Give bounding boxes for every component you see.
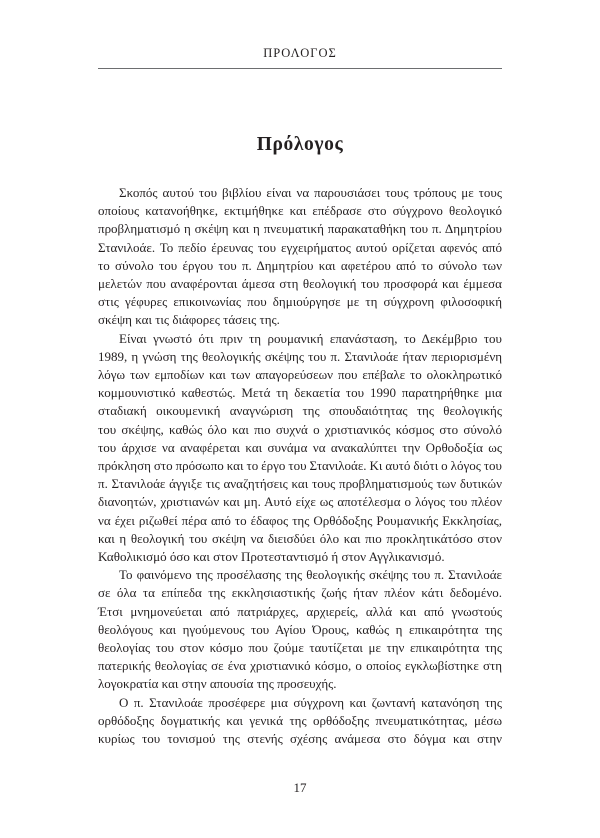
paragraph: [98, 566, 502, 693]
text-line: προβληματισμό η σκέψη και η πνευματική παρακαταθήκη του π. Δημητρίου: [98, 221, 502, 237]
text-line: και η θεολογική του σκέψη να διεισδύει όλο και πιο προκλητικάτόσο στον: [98, 530, 502, 546]
text-line: κομμουνιστικό καθεστώς. Μετά τη δεκαετία του 1990 παρατηρήθηκε μια: [98, 385, 502, 401]
text-line: θεολογίας του στον κόσμο που ζούμε ταυτίζεται με την επικαιρότητα της: [98, 640, 502, 656]
paragraph: [98, 330, 502, 567]
text-line: να έχει ριζωθεί πέρα από το έδαφος της Ορθόδοξης Ρουμανικής Εκκλησίας,: [98, 512, 502, 528]
paragraph: [98, 694, 502, 749]
text-line: σε όλα τα επίπεδα της εκκλησιαστικής ζωής ήταν πλέον κάτι δεδομένο.: [98, 585, 502, 601]
text-line: Ο π. Στανιλοάε προσέφερε μια σύγχρονη και ζωντανή κατανόηση της: [119, 694, 502, 710]
text-line: Είναι γνωστό ότι πριν τη ρουμανική επανάσταση, το Δεκέμβριο του: [119, 330, 502, 346]
text-line: π. Στανιλοάε άγγιξε τις αναζητήσεις και τους προβληματισμούς των δυτικών: [98, 476, 502, 492]
text-line: λόγω των εμποδίων και των απαγορεύσεων που επέβαλε το ολοκληρωτικό: [98, 367, 502, 383]
text-line: του σκέψης, καθώς όλο και πιο συχνά ο χριστιανικός κόσμος στο σύνολό: [98, 421, 502, 437]
running-head: ΠΡΟΛΟΓΟΣ: [263, 46, 337, 60]
text-line: θεολόγους και ηγούμενους του Αγίου Όρους, καθώς η επικαιρότητα της: [98, 621, 502, 637]
text-line: Καθολικισμό όσο και στον Προτεσταντισμό ή στον Αγγλικανισμό.: [98, 549, 445, 565]
text-line: λογοκρατία και στην απουσία της προσευχής.: [98, 676, 337, 692]
page-number: 17: [293, 780, 307, 795]
text-line: 1989, η γνώση της θεολογικής σκέψης του π. Στανιλοάε ήταν περιορισμένη: [98, 348, 502, 364]
text-line: σκέψη και τις διάφορες τάσεις της.: [98, 312, 280, 328]
text-line: Έτσι μνημονεύεται από πατριάρχες, αρχιερείς, αλλά και από γνωστούς: [98, 603, 502, 619]
text-line: Το φαινόμενο της προσέλασης της θεολογικής σκέψης του π. Στανιλοάε: [119, 567, 502, 583]
text-line: μελετών που αναφέρονται άμεσα στη θεολογική του προσφορά και έμμεσα: [98, 276, 502, 292]
text-line: κυρίως του τονισμού της στενής σχέσης ανάμεσα στο δόγμα και στην: [98, 731, 502, 747]
text-line: ορθόδοξης δογματικής και γενικά της ορθόδοξης πνευματικότητας, μέσω: [98, 712, 502, 728]
text-line: σταδιακή οικουμενική αναγνώριση της σπουδαιότητας της θεολογικής: [98, 403, 502, 419]
chapter-title: Πρόλογος: [256, 134, 344, 155]
text-line: Σκοπός αυτού του βιβλίου είναι να παρουσιάσει τους τρόπους με τους: [119, 185, 502, 200]
text-line: πατερικής θεολογίας σε ένα χριστιανικό κόσμο, ο οποίος εγκλωβίστηκε στη: [98, 658, 502, 674]
text-line: στις γέφυρες επικοινωνίας που δημιούργησε με τη σύγχρονη φιλοσοφική: [98, 294, 502, 310]
header-rule: [98, 68, 502, 69]
text-line: του άρχισε να αναφέρεται και συνάμα να ανακαλύπτει την Ορθοδοξία ως: [98, 439, 502, 455]
text-line: Στανιλοάε. Το πεδίο έρευνας του εγχειρήματος αυτού ορίζεται αφενός από: [98, 239, 502, 255]
body-text: [98, 184, 502, 748]
text-line: οποίους κατανοήθηκε, εκτιμήθηκε και επέδρασε στο σύγχρονο θεολογικό: [98, 203, 502, 219]
paragraph: [98, 184, 502, 330]
text-line: το σύνολο του έργου του π. Δημητρίου και αφετέρου από το σύνολο των: [98, 257, 502, 273]
text-line: διανοητών, χριστιανών και μη. Αυτό είχε ως αποτέλεσμα ο λόγος του πλέον: [98, 494, 502, 510]
text-line: πρόκληση στο πρόσωπο και το έργο του Στανιλοάε. Κι αυτό διότι ο λόγος του: [98, 458, 502, 474]
